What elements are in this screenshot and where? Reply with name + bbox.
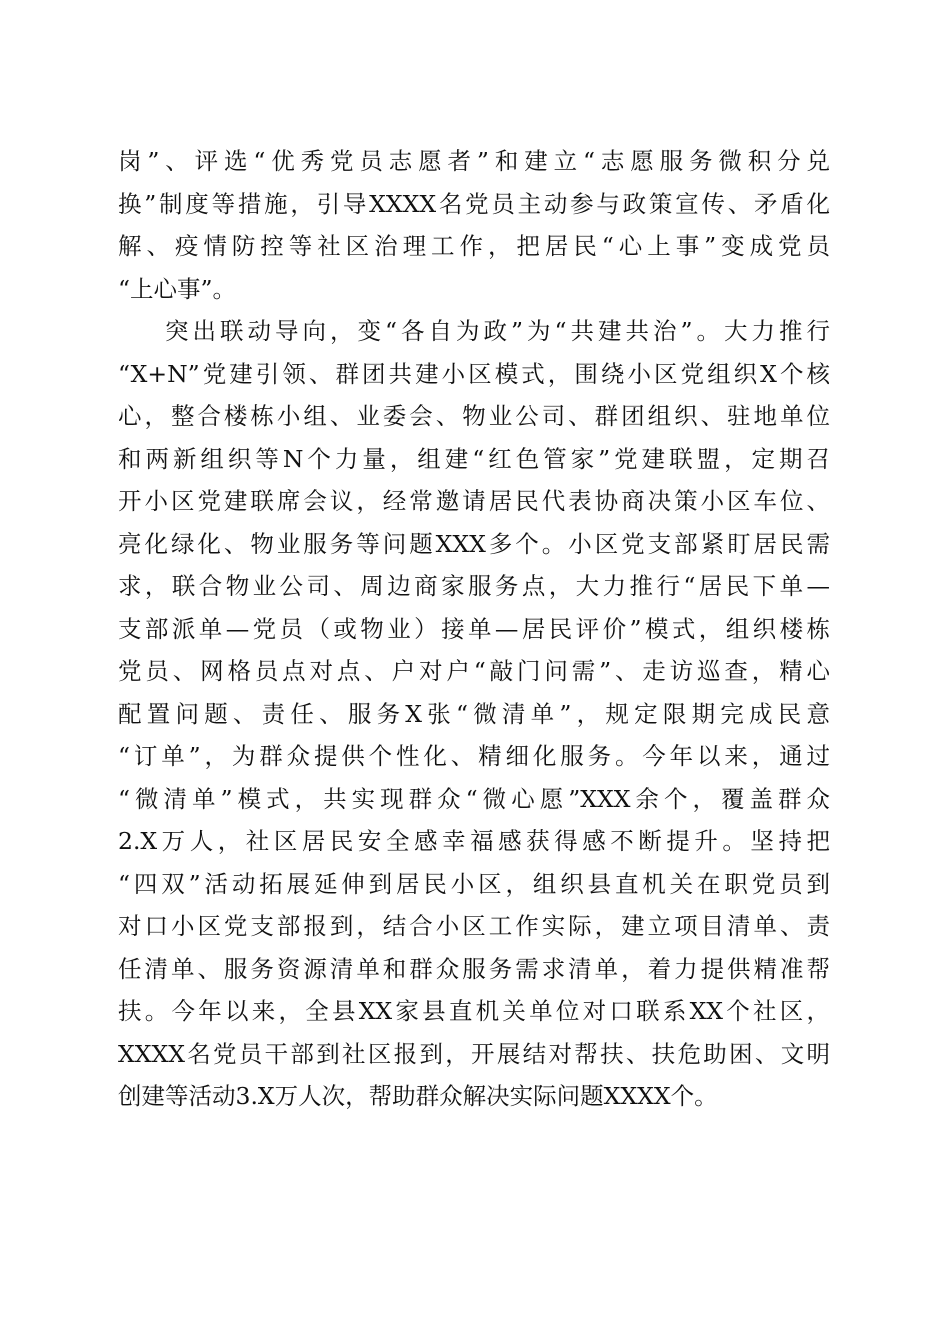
paragraph-line: 亮化绿化、物业服务等问题XXX多个。小区党支部紧盯居民需 bbox=[118, 529, 830, 558]
document-page bbox=[118, 140, 830, 1118]
paragraph-line: 岗”、评选“优秀党员志愿者”和建立“志愿服务微积分兑 bbox=[118, 147, 830, 175]
paragraph-line: XXXX名党员干部到社区报到，开展结对帮扶、扶危助困、文明 bbox=[118, 1039, 830, 1068]
paragraph-line: 和两新组织等N个力量，组建“红色管家”党建联盟，定期召 bbox=[118, 444, 830, 473]
paragraph-line: “上心事”。 bbox=[118, 274, 237, 303]
paragraph-line: “微清单”模式，共实现群众“微心愿”XXX余个，覆盖群众 bbox=[118, 784, 830, 813]
paragraph-line: 党员、网格员点对点、户对户“敲门问需”、走访巡查，精心 bbox=[118, 657, 830, 685]
paragraph-line: 2.X万人，社区居民安全感幸福感获得感不断提升。坚持把 bbox=[118, 827, 830, 855]
paragraph-line: 突出联动导向，变“各自为政”为“共建共治”。大力推行 bbox=[165, 317, 830, 345]
paragraph-line: “订单”，为群众提供个性化、精细化服务。今年以来，通过 bbox=[118, 742, 830, 770]
paragraph-1 bbox=[118, 140, 830, 310]
paragraph-line: 支部派单—党员（或物业）接单—居民评价”模式，组织楼栋 bbox=[118, 614, 830, 643]
paragraph-line: 扶。今年以来，全县XX家县直机关单位对口联系XX个社区， bbox=[118, 997, 830, 1025]
paragraph-line: “X+N”党建引领、群团共建小区模式，围绕小区党组织X个核 bbox=[118, 359, 830, 388]
paragraph-line: 解、疫情防控等社区治理工作，把居民“心上事”变成党员 bbox=[118, 232, 830, 260]
paragraph-line: 配置问题、责任、服务X张“微清单”，规定限期完成民意 bbox=[118, 699, 830, 728]
paragraph-line: 开小区党建联席会议，经常邀请居民代表协商决策小区车位、 bbox=[118, 487, 830, 515]
paragraph-line: 任清单、服务资源清单和群众服务需求清单，着力提供精准帮 bbox=[118, 954, 830, 983]
paragraph-line: “四双”活动拓展延伸到居民小区，组织县直机关在职党员到 bbox=[118, 869, 830, 898]
paragraph-line: 换”制度等措施，引导XXXX名党员主动参与政策宣传、矛盾化 bbox=[118, 189, 830, 218]
paragraph-line: 创建等活动3.X万人次，帮助群众解决实际问题XXXX个。 bbox=[118, 1082, 718, 1110]
paragraph-2 bbox=[118, 310, 830, 1118]
paragraph-line: 对口小区党支部报到，结合小区工作实际，建立项目清单、责 bbox=[118, 912, 830, 940]
paragraph-line: 求，联合物业公司、周边商家服务点，大力推行“居民下单— bbox=[118, 572, 830, 600]
paragraph-line: 心，整合楼栋小组、业委会、物业公司、群团组织、驻地单位 bbox=[118, 402, 830, 430]
